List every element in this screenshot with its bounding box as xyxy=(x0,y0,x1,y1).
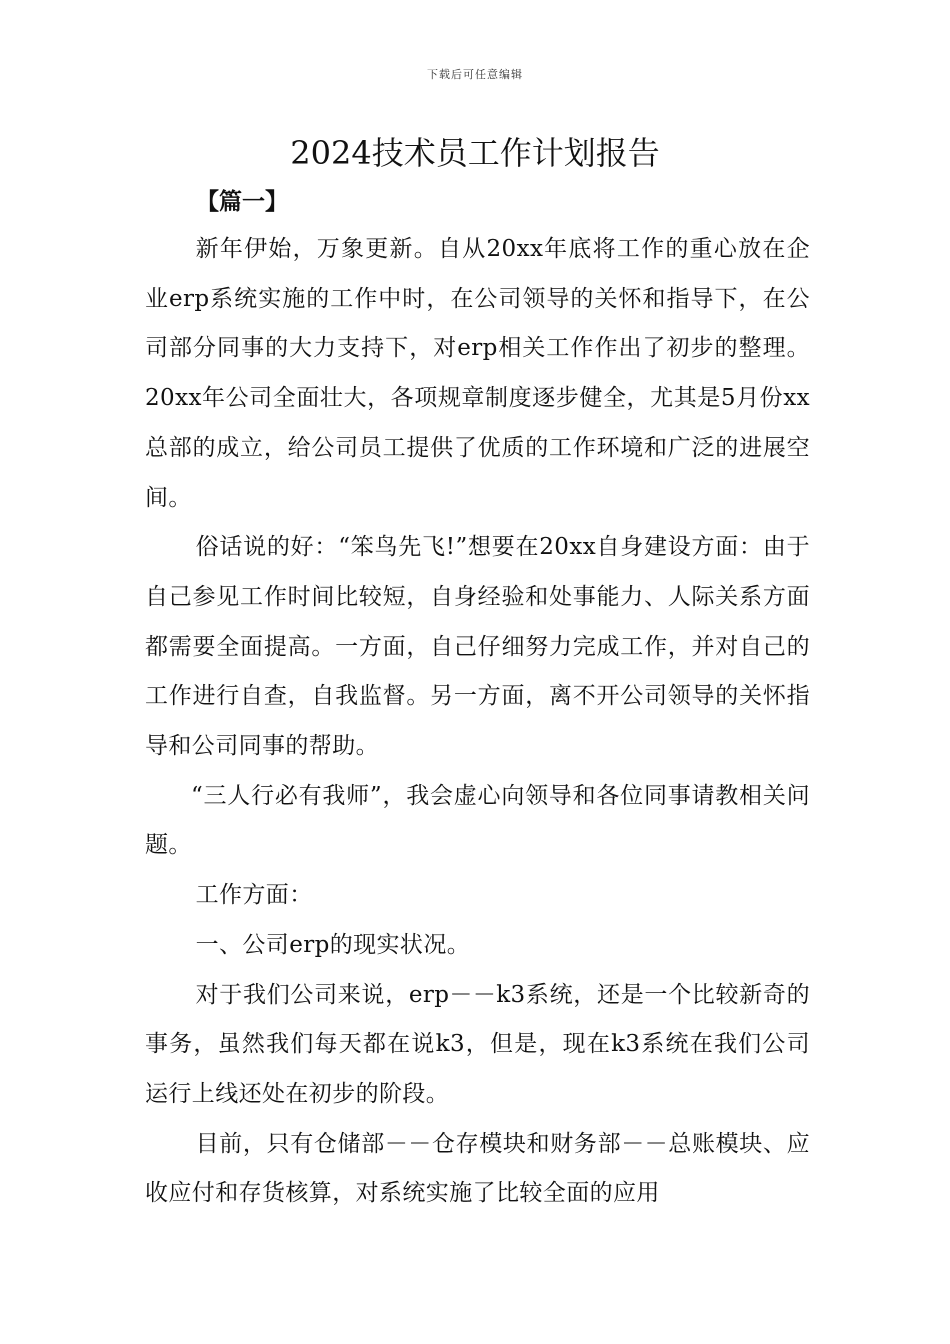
paragraph: 目前，只有仓储部－－仓存模块和财务部－－总账模块、应收应付和存货核算，对系统实施了比较全面的应用 xyxy=(145,1130,810,1207)
document-body xyxy=(145,225,810,1219)
paragraph: “三人行必有我师”，我会虚心向领导和各位同事请教相关问题。 xyxy=(145,782,810,859)
paragraph: 新年伊始，万象更新。自从20xx年底将工作的重心放在企业erp系统实施的工作中时，在公司领导的关怀和指导下，在公司部分同事的大力支持下，对erp相关工作作出了初步的整理。20xx年公司全面壮大，各项规章制度逐步健全，尤其是5月份xx总部的成立，给公司员工提供了优质的工作环境和广泛的进展空间。 xyxy=(145,236,810,511)
document-title: 2024技术员工作计划报告 xyxy=(290,134,660,172)
paragraph: 工作方面： xyxy=(195,882,313,909)
header-note: 下载后可任意编辑 xyxy=(427,68,523,81)
paragraph: 俗话说的好：“笨鸟先飞!”想要在20xx自身建设方面：由于自己参见工作时间比较短，自身经验和处事能力、人际关系方面都需要全面提高。一方面，自己仔细努力完成工作，并对自己的工作进行自查，自我监督。另一方面，离不开公司领导的关怀指导和公司同事的帮助。 xyxy=(145,534,810,760)
paragraph: 对于我们公司来说，erp－－k3系统，还是一个比较新奇的事务，虽然我们每天都在说k3，但是，现在k3系统在我们公司运行上线还处在初步的阶段。 xyxy=(145,981,810,1107)
paragraph: 一、公司erp的现实状况。 xyxy=(195,931,471,958)
section-label: 【篇一】 xyxy=(196,188,288,215)
